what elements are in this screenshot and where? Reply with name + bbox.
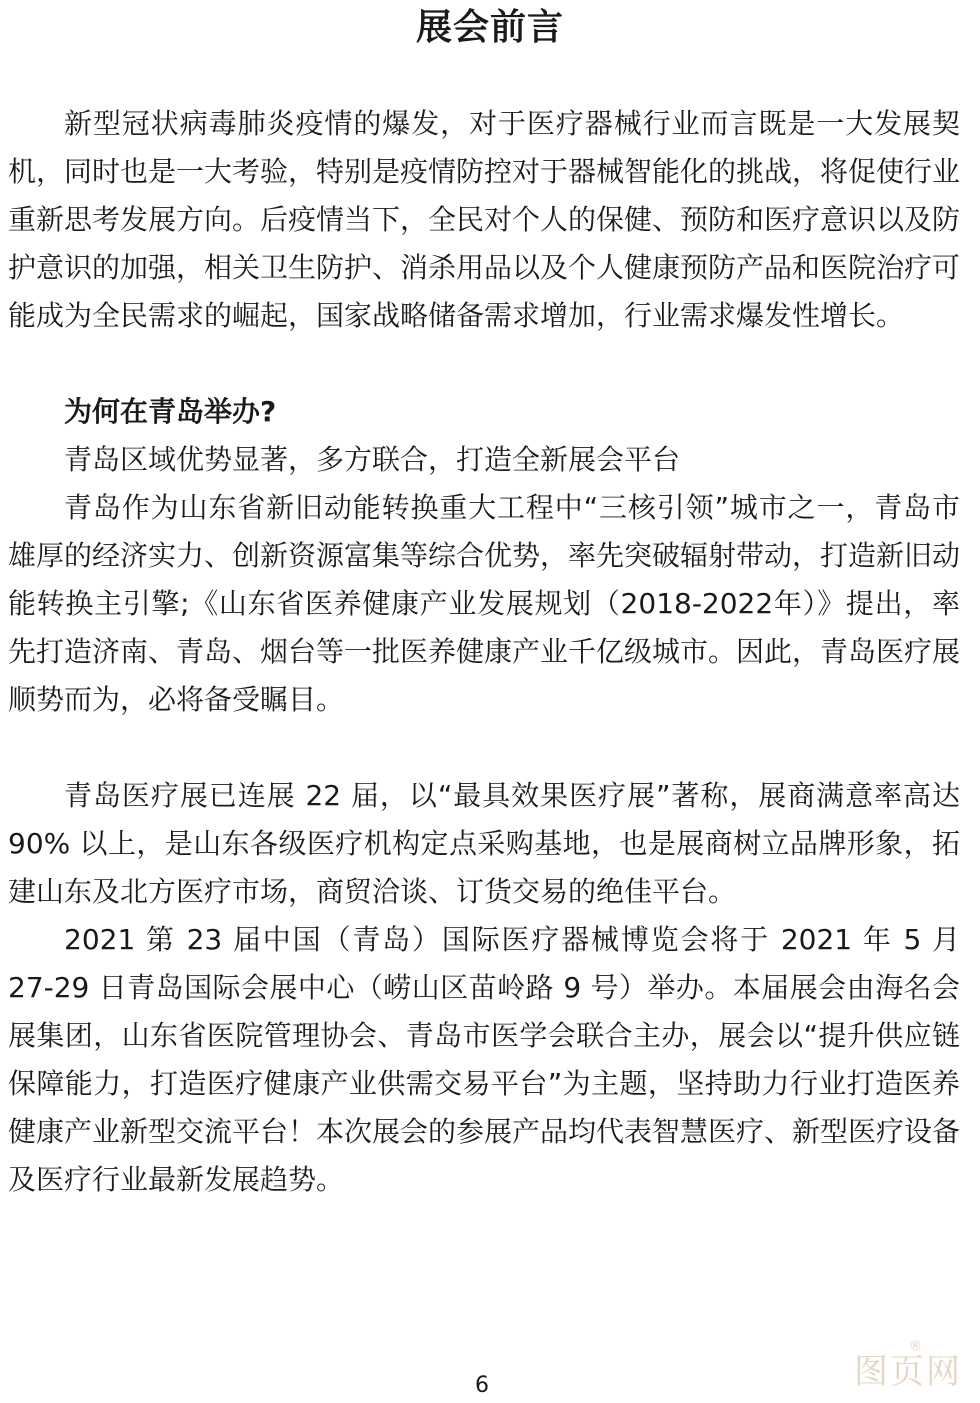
why-paragraph: 青岛作为山东省新旧动能转换重大工程中“三核引领”城市之一，青岛市雄厚的经济实力、创新资源富集等综合优势，率先突破辐射带动，打造新旧动能转换主引擎;《山东省医养健康产业发展规划（2018-2022年）》提出，率先打造济南、青岛、烟台等一批医养健康产业千亿级城市。因此，青岛医疗展顺势而为，必将备受瞩目。 (8, 491, 961, 716)
paragraph-gap (8, 724, 960, 772)
intro-paragraph: 新型冠状病毒肺炎疫情的爆发，对于医疗器械行业而言既是一大发展契机，同时也是一大考验，特别是疫情防控对于器械智能化的挑战，将促使行业重新思考发展方向。后疫情当下，全民对个人的保健、预防和医疗意识以及防护意识的加强，相关卫生防护、消杀用品以及个人健康预防产品和医院治疗可能成为全民需求的崛起，国家战略储备需求增加，行业需求爆发性增长。 (8, 107, 961, 332)
paragraph-gap (8, 340, 960, 388)
history-paragraph: 青岛医疗展已连展 22 届，以“最具效果医疗展”著称，展商满意率高达 90% 以上，是山东各级医疗机构定点采购基地，也是展商树立品牌形象，拓建山东及北方医疗市场，商贸洽谈、订货交易的绝佳平台。 (8, 779, 960, 908)
page-number: 6 (475, 1373, 489, 1398)
event-paragraph: 2021 第 23 届中国（青岛）国际医疗器械博览会将于 2021 年 5 月 27-29 日青岛国际会展中心（崂山区苗岭路 9 号）举办。本届展会由海名会展集团，山东省医院管理协会、青岛市医学会联合主办，展会以“提升供应链保障能力，打造医疗健康产业供需交易平台”为主题，坚持助力行业打造医养健康产业新型交流平台！本次展会的参展产品均代表智慧医疗、新型医疗设备及医疗行业最新发展趋势。 (8, 923, 961, 1196)
watermark-text: 图页网 (854, 1352, 962, 1392)
section-subheading: 青岛区域优势显著，多方联合，打造全新展会平台 (64, 443, 681, 476)
document-body (8, 100, 960, 1204)
section-heading-why: 为何在青岛举办? (64, 395, 277, 428)
page-title: 展会前言 (415, 7, 564, 48)
registered-mark: ® (909, 1339, 924, 1354)
